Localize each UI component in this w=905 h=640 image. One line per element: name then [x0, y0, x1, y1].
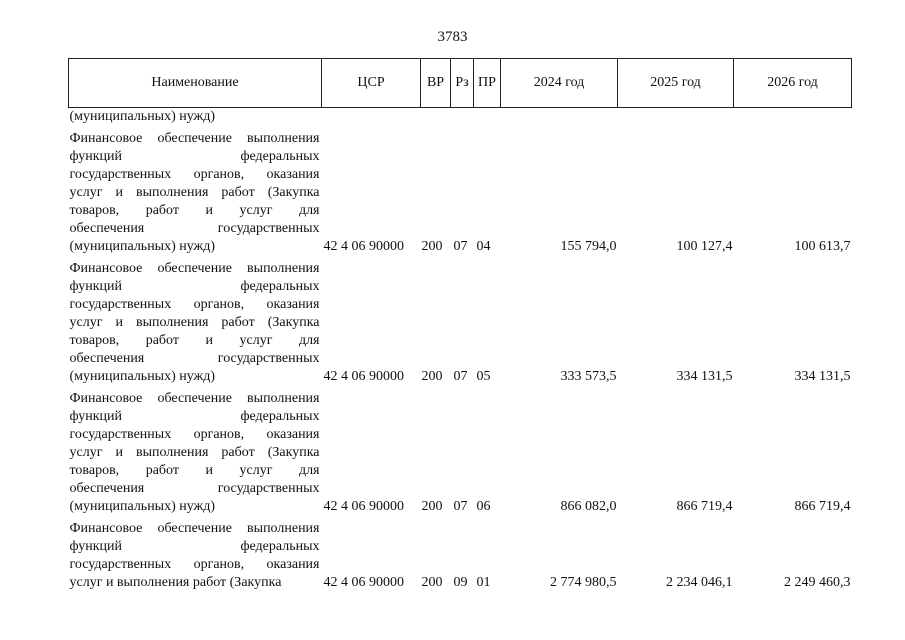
row-pr: 04 — [476, 239, 491, 254]
row-vr: 200 — [421, 239, 443, 254]
row-pr: 05 — [476, 369, 491, 384]
row-name — [69, 260, 322, 386]
row-name — [69, 130, 322, 256]
row-2026: 2 249 460,3 — [784, 575, 851, 590]
row-2024: 2 774 980,5 — [550, 575, 617, 590]
row-csr: 42 4 06 90000 — [323, 499, 404, 514]
budget-table — [68, 58, 852, 592]
row-name-line: услуг и выполнения работ (Закупка — [69, 315, 320, 330]
row-name-line: функций федеральных — [69, 539, 320, 554]
row-name-line: Финансовое обеспечение выполнения — [69, 131, 320, 146]
table-row — [69, 390, 852, 516]
row-name-line: функций федеральных — [69, 409, 320, 424]
row-csr: 42 4 06 90000 — [323, 239, 404, 254]
row-vr: 200 — [421, 369, 443, 384]
row-name-line: государственных органов, оказания — [69, 167, 320, 182]
row-name-line: государственных органов, оказания — [69, 557, 320, 572]
row-rz: 07 — [453, 499, 468, 514]
row-name-line: (муниципальных) нужд) — [69, 239, 216, 254]
header-pr: ПР — [474, 59, 501, 108]
table-body — [69, 108, 852, 593]
row-name-line: услуг и выполнения работ (Закупка — [69, 575, 282, 590]
row-name-line: товаров, работ и услуг для — [69, 203, 320, 218]
row-name-line: товаров, работ и услуг для — [69, 333, 320, 348]
row-2024: 333 573,5 — [560, 369, 617, 384]
row-csr: 42 4 06 90000 — [323, 575, 404, 590]
row-2026: 334 131,5 — [794, 369, 851, 384]
row-pr: 06 — [476, 499, 491, 514]
row-name-line: (муниципальных) нужд) — [69, 499, 216, 514]
row-name-line: (муниципальных) нужд) — [69, 369, 216, 384]
table-header — [69, 59, 852, 108]
row-vr: 200 — [421, 575, 443, 590]
row-2024: 866 082,0 — [560, 499, 617, 514]
page-number: 3783 — [437, 29, 468, 45]
row-csr: 42 4 06 90000 — [323, 369, 404, 384]
table-row — [69, 520, 852, 592]
header-2025: 2025 год — [618, 59, 734, 108]
row-name-line: государственных органов, оказания — [69, 297, 320, 312]
table-row — [69, 130, 852, 256]
row-name-line: обеспечения государственных — [69, 481, 320, 496]
row-2025: 334 131,5 — [676, 369, 733, 384]
row-name-line: Финансовое обеспечение выполнения — [69, 521, 320, 536]
row-name-line: обеспечения государственных — [69, 221, 320, 236]
continuation-text: (муниципальных) нужд) — [69, 109, 216, 124]
header-rz: Рз — [451, 59, 474, 108]
header-2026: 2026 год — [734, 59, 852, 108]
row-name-line: услуг и выполнения работ (Закупка — [69, 185, 320, 200]
continuation-row — [69, 108, 852, 127]
row-2025: 100 127,4 — [676, 239, 733, 254]
row-pr: 01 — [476, 575, 491, 590]
table-row — [69, 260, 852, 386]
row-rz: 07 — [453, 369, 468, 384]
header-2024: 2024 год — [501, 59, 618, 108]
row-rz: 09 — [453, 575, 468, 590]
header-name: Наименование — [69, 59, 322, 108]
row-name-line: функций федеральных — [69, 149, 320, 164]
row-name — [69, 520, 322, 592]
row-2025: 2 234 046,1 — [666, 575, 733, 590]
row-name-line: услуг и выполнения работ (Закупка — [69, 445, 320, 460]
row-2026: 100 613,7 — [794, 239, 851, 254]
row-name — [69, 390, 322, 516]
row-2026: 866 719,4 — [794, 499, 851, 514]
header-vr: ВР — [421, 59, 451, 108]
row-name-line: товаров, работ и услуг для — [69, 463, 320, 478]
row-name-line: Финансовое обеспечение выполнения — [69, 391, 320, 406]
row-2025: 866 719,4 — [676, 499, 733, 514]
row-2024: 155 794,0 — [560, 239, 617, 254]
row-name-line: обеспечения государственных — [69, 351, 320, 366]
header-csr: ЦСР — [322, 59, 421, 108]
row-vr: 200 — [421, 499, 443, 514]
row-name-line: функций федеральных — [69, 279, 320, 294]
row-name-line: государственных органов, оказания — [69, 427, 320, 442]
row-rz: 07 — [453, 239, 468, 254]
row-name-line: Финансовое обеспечение выполнения — [69, 261, 320, 276]
